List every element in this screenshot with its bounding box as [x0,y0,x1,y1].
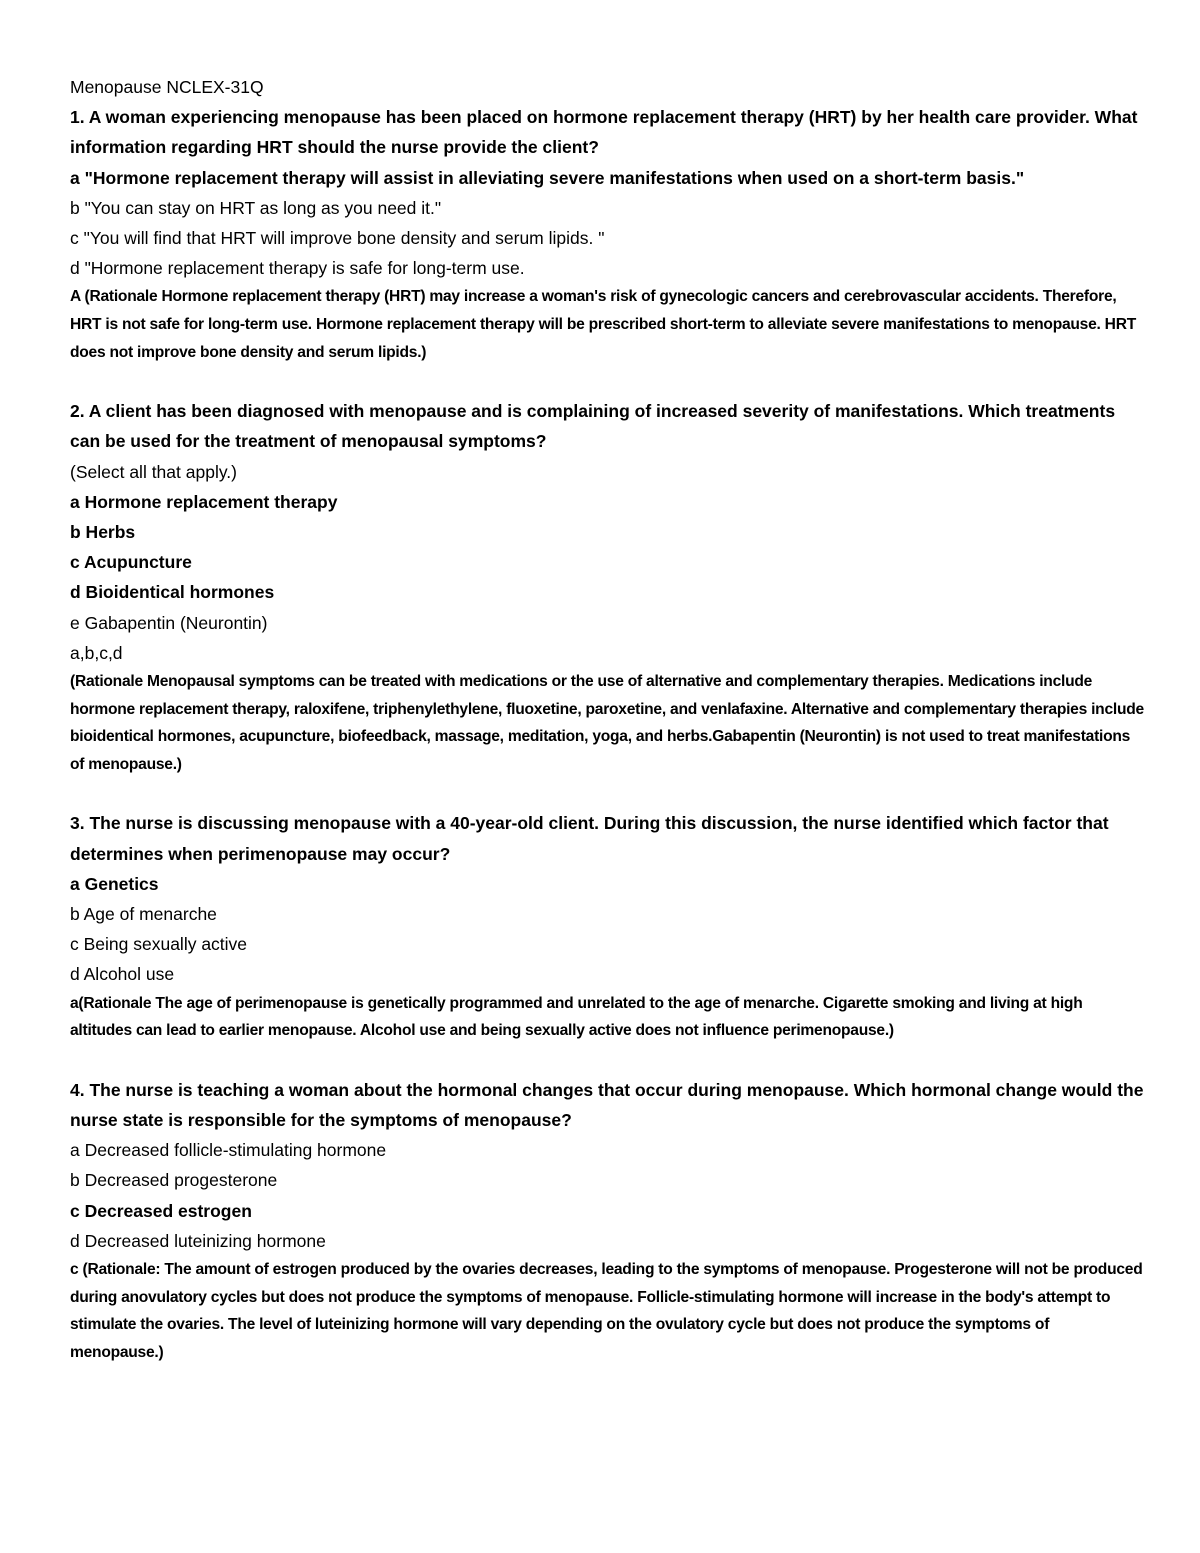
document-page [70,72,1145,1366]
question-1 [70,102,1145,366]
option-d: d Decreased luteinizing hormone [70,1230,326,1251]
answer-key: a,b,c,d [70,642,123,663]
option-b: b Decreased progesterone [70,1170,278,1191]
document-title: Menopause NCLEX-31Q [70,77,264,97]
select-all-instruction: (Select all that apply.) [70,461,237,482]
option-c: c Acupuncture [70,552,192,573]
option-c: c Decreased estrogen [70,1200,252,1221]
question-stem: 2. A client has been diagnosed with menopause and is complaining of increased severity of manifestations. Which treatments can be used for the treatment of menopausal symptoms? [70,401,1116,452]
question-4 [70,1075,1145,1367]
option-d: d "Hormone replacement therapy is safe for long-term use. [70,258,525,279]
rationale: (Rationale Menopausal symptoms can be treated with medications or the use of alternative and complementary therapies. Medications include hormone replacement therapy, raloxifene, triphenylethylene, fluoxetine, paroxetine, and venlafaxine. Alternative and complementary therapies include bioidentical hormones, acupuncture, biofeedback, massage, meditation, yoga, and herbs.Gabapentin (Neurontin) is not used to treat manifestations of menopause.) [70,673,1144,773]
rationale: a(Rationale The age of perimenopause is genetically programmed and unrelated to the age of menarche. Cigarette smoking and living at high altitudes can lead to earlier menopause. Alcohol use and being sexually active does not influence perimenopause.) [70,994,1083,1040]
option-a: a "Hormone replacement therapy will assist in alleviating severe manifestations when used on a short-term basis." [70,167,1025,188]
question-2 [70,396,1145,778]
option-d: d Bioidentical hormones [70,582,275,603]
option-c: c Being sexually active [70,934,248,955]
option-b: b Herbs [70,522,136,543]
question-stem: 3. The nurse is discussing menopause with a 40-year-old client. During this discussion, the nurse identified which factor that determines when perimenopause may occur? [70,813,1109,864]
option-c: c "You will find that HRT will improve bone density and serum lipids. " [70,228,605,249]
question-stem: 4. The nurse is teaching a woman about the hormonal changes that occur during menopause. Which hormonal change would the nurse state is responsible for the symptoms of menopause? [70,1079,1144,1131]
option-e: e Gabapentin (Neurontin) [70,612,268,633]
question-3 [70,808,1145,1044]
option-a: a Genetics [70,873,159,894]
rationale: c (Rationale: The amount of estrogen produced by the ovaries decreases, leading to the symptoms of menopause. Progesterone will not be produced during anovulatory cycles but does not produce the symptoms of menopause. Follicle-stimulating hormone will increase in the body's attempt to stimulate the ovaries. The level of luteinizing hormone will vary depending on the ovulatory cycle but does not produce the symptoms of menopause.) [70,1261,1143,1361]
option-a: a Hormone replacement therapy [70,491,338,512]
question-stem: 1. A woman experiencing menopause has been placed on hormone replacement therapy (HRT) by her health care provider. What information regarding HRT should the nurse provide the client? [70,107,1138,158]
option-a: a Decreased follicle-stimulating hormone [70,1140,387,1161]
option-d: d Alcohol use [70,964,175,985]
rationale: A (Rationale Hormone replacement therapy (HRT) may increase a woman's risk of gynecologic cancers and cerebrovascular accidents. Therefore, HRT is not safe for long-term use. Hormone replacement therapy will be prescribed short-term to alleviate severe manifestations to menopause. HRT does not improve bone density and serum lipids.) [70,288,1136,361]
option-b: b Age of menarche [70,904,217,925]
option-b: b "You can stay on HRT as long as you need it." [70,197,442,218]
